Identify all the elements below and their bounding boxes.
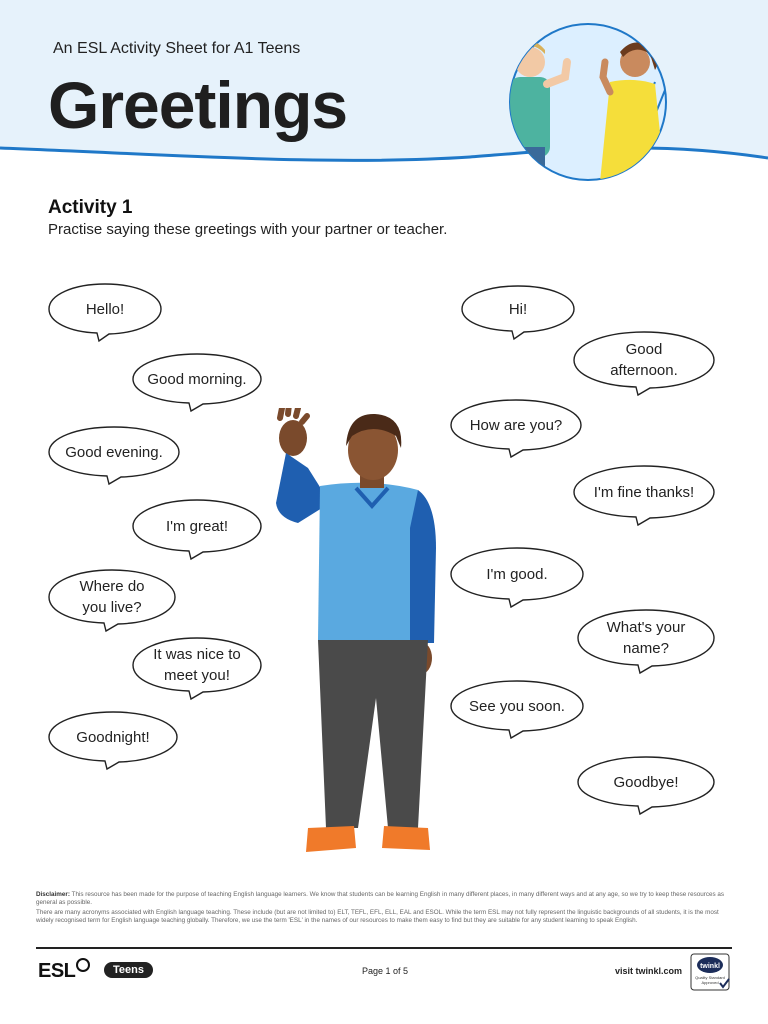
badge-text-1: Quality Standard [695, 975, 725, 980]
greeting-teens-illustration [495, 22, 715, 182]
disclaimer-text-2: There are many acronyms associated with English language teaching. These include (but are not limited to) ELT, TEFL, EFL, ELL, EAL and ESOL. While the term ESL may not fully represent the linguistic backgrounds of all students, it is the most widely recognised term for English language teaching globally. Therefore, we use the term 'ESL' in the names of our resources to make them easy to find but they are suitable for any student learning to speak English. [36, 909, 719, 924]
bubble-goodbye [576, 754, 716, 810]
bubble-whats-your-name [576, 607, 716, 669]
waving-boy-illustration [258, 408, 448, 858]
bubble-text-line1: Good [625, 341, 663, 358]
bubble-good-afternoon [572, 329, 716, 391]
teens-badge: Teens [104, 962, 153, 978]
activity-title: Activity 1 [48, 197, 133, 218]
bubble-text: How are you? [469, 416, 563, 434]
bubble-text: I'm good. [486, 565, 548, 583]
badge-text-2: Approved [701, 980, 719, 985]
bubble-text-line2: meet you! [164, 667, 230, 684]
bubble-text: I'm fine thanks! [593, 483, 695, 501]
bubble-good-morning [131, 351, 263, 407]
footer-divider [36, 947, 732, 949]
esl-logo-text: ESL [38, 960, 76, 982]
bubble-text-line2: name? [623, 640, 669, 657]
bubble-text: Good evening. [65, 443, 163, 461]
disclaimer [36, 891, 732, 927]
bubble-im-fine [572, 463, 716, 521]
sheet-subtitle: An ESL Activity Sheet for A1 Teens [53, 40, 301, 57]
bubble-text: Hi! [508, 300, 528, 318]
bubble-good-evening [47, 424, 181, 480]
globe-icon [76, 958, 90, 972]
bubble-text: Good morning. [147, 370, 247, 388]
bubble-text: See you soon. [469, 697, 565, 715]
bubble-where-do-you-live [47, 567, 177, 627]
activity-instruction: Practise saying these greetings with your partner or teacher. [48, 221, 448, 238]
bubble-hi [460, 283, 576, 335]
bubble-goodnight [47, 709, 179, 765]
bubble-how-are-you [449, 397, 583, 453]
bubble-text: I'm great! [165, 517, 229, 535]
bubble-im-great [131, 497, 263, 555]
twinkl-quality-badge-icon [690, 953, 730, 991]
bubble-hello [47, 281, 163, 337]
disclaimer-label: Disclaimer: [36, 891, 70, 898]
bubble-text: Hello! [85, 300, 125, 318]
bubble-text-line1: Where do [79, 578, 145, 595]
bubble-text: Goodnight! [76, 728, 150, 746]
bubble-im-good [449, 545, 585, 603]
bubble-text-line2: you live? [82, 599, 142, 616]
bubble-text-line2: afternoon. [610, 362, 678, 379]
bubble-text-line1: What's your [606, 619, 686, 636]
visit-link[interactable]: visit twinkl.com [614, 966, 682, 976]
bubble-see-you-soon [449, 678, 585, 734]
disclaimer-text-1: This resource has been made for the purpose of teaching English language learners. We know that students can be learning English in many different places, in many different ways and at any age, so we try to keep these resources as general as possible. [36, 891, 725, 906]
badge-brand: twinkl [700, 963, 720, 970]
bubble-nice-to-meet-you [131, 635, 263, 695]
bubble-text: Goodbye! [613, 773, 679, 791]
page-title: Greetings [48, 68, 348, 142]
page-number: Page 1 of 5 [361, 966, 409, 976]
esl-logo [38, 960, 90, 983]
bubble-text-line1: It was nice to [153, 646, 241, 663]
